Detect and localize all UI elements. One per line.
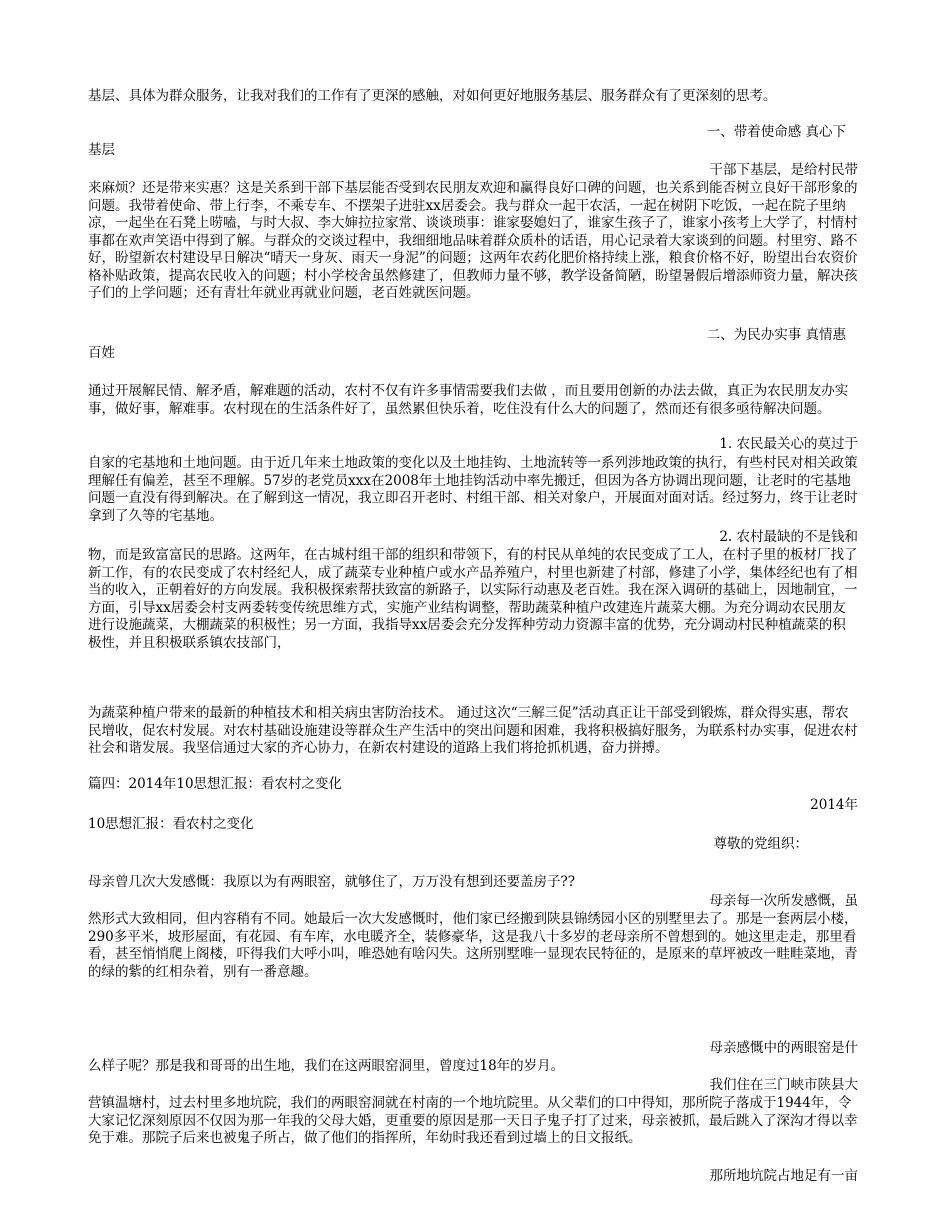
intro-paragraph: 基层、具体为群众服务，让我对我们的工作有了更深的感触，对如何更好地服务基层、服务群众有了更深刻的思考。 bbox=[88, 88, 777, 104]
mother-paragraph-two-lead: 母亲每一次所发感慨，虽 bbox=[709, 893, 858, 909]
village-paragraph-lead: 我们住在三门峡市陕县大 bbox=[709, 1077, 858, 1093]
item-two-lead: 2. 农村最缺的不是钱和 bbox=[719, 529, 858, 545]
mother-paragraph-one: 母亲曾几次大发感慨：我原以为有两眼窑，就够住了，万万没有想到还要盖房子?? bbox=[88, 874, 575, 890]
date-right: 2014年 bbox=[810, 797, 858, 813]
heading-one-left: 基层 bbox=[88, 142, 115, 158]
paragraph-one: 来麻烦？还是带来实惠？这是关系到干部下基层能否受到农民朋友欢迎和赢得良好口碑的问题，也关系到能否树立良好干部形象的问题。我带着使命、带上行李，不乘专车、不摆架子进驻xx居委会。我与群众一起干农活，一起在树阴下吃饭，一起在院子里纳凉，一起坐在石凳上唠嗑，与时大叔、李大婶拉拉家常、谈谈琐事：谁家娶媳妇了，谁家生孩子了，谁家小孩考上大学了，村情村事都在欢声笑语中得到了解。与群众的交谈过程中，我细细地品味着群众质朴的话语，用心记录着大家谈到的问题。村里穷、路不好，盼望新农村建设早日解决“晴天一身灰、雨天一身泥”的问题；这两年农药化肥价格持续上涨，粮食价格不好，盼望出台农资价格补贴政策，提高农民收入的问题；村小学校舍虽然修建了，但教师力量不够，教学设备简陋，盼望暑假后增添师资力量，解决孩子们的上学问题；还有青壮年就业再就业问题，老百姓就医问题。 bbox=[88, 180, 858, 301]
paragraph-two: 通过开展解民情、解矛盾，解难题的活动，农村不仅有许多事情需要我们去做 ，而且要用创新的办法去做，真正为农民朋友办实事，做好事，解难事。农村现在的生活条件好了，虽然累但快乐着，吃住没有什么大的问题了，然而还有很多亟待解决问题。 bbox=[88, 383, 849, 417]
date-left: 10思想汇报：看农村之变化 bbox=[88, 816, 254, 832]
last-paragraph-lead: 那所地坑院占地足有一亩 bbox=[709, 1168, 858, 1184]
heading-two-right: 二、为民办实事 真情惠 bbox=[706, 327, 846, 343]
paragraph-one-lead: 干部下基层，是给村民带 bbox=[709, 162, 858, 178]
mother-paragraph-three: 么样子呢？那是我和哥哥的出生地，我们在这两眼窑洞里，曾度过18年的岁月。 bbox=[88, 1058, 565, 1074]
salutation: 尊敬的党组织： bbox=[713, 836, 808, 852]
item-two: 物，而是致富富民的思路。这两年，在古城村组干部的组织和带领下，有的村民从单纯的农民变成了工人，在村子里的板材厂找了新工作，有的农民变成了农村经纪人，成了蔬菜专业种植户或水产品养殖户，村里也新建了村部，修建了小学，集体经纪也有了相当的收入，正朝着好的方向发展。我积极探索帮扶致富的新路子，以实际行动惠及老百姓。我在深入调研的基础上，因地制宜，一方面，引导xx居委会村支两委转变传统思维方式，实施产业结构调整，帮助蔬菜种植户改建连片蔬菜大棚。为充分调动农民朋友进行设施蔬菜，大棚蔬菜的积极性；另一方面，我指导xx居委会充分发挥种劳动力资源丰富的优势，充分调动村民种植蔬菜的积极性，并且积极联系镇农技部门， bbox=[88, 547, 858, 651]
mother-paragraph-two: 然形式大致相同，但内容稍有不同。她最后一次大发感慨时，他们家已经搬到陕县锦绣园小区的别墅里去了。那是一套两层小楼，290多平米，坡形屋面，有花园、有车库，水电暖齐全，装修豪华，这是我八十多岁的老母亲所不曾想到的。她这里走走，那里看看，甚至悄悄爬上阁楼，吓得我们大呼小叫，唯恐她有啥闪失。这所别墅唯一显现农民特征的，是原来的草坪被改一畦畦菜地，青的绿的紫的红相杂着，别有一番意趣。 bbox=[88, 911, 858, 980]
mother-paragraph-three-lead: 母亲感慨中的两眼窑是什 bbox=[709, 1040, 858, 1056]
heading-one-right: 一、带着使命感 真心下 bbox=[706, 124, 846, 140]
item-one: 自家的宅基地和土地问题。由于近几年来土地政策的变化以及土地挂钩、土地流转等一系列涉地政策的执行，有些村民对相关政策理解任有偏差，甚至不理解。57岁的老党员xxx在2008年土地挂钩活动中率先搬迁，但因为各方协调出现问题，让老时的宅基地问题一直没有得到解决。在了解到这一情况，我立即召开老时、村组干部、相关对象户，开展面对面对话。经过努力，终于让老时拿到了久等的宅基地。 bbox=[88, 455, 858, 524]
village-paragraph: 营镇温塘村，过去村里多地坑院，我们的两眼窑洞就在村南的一个地坑院里。从父辈们的口中得知，那所院子落成于1944年，令大家记忆深刻原因不仅因为那一年我的父母大婚，更重要的原因是那一天日子鬼子打了过来，母亲被抓，最后跳入了深沟才得以幸免于难。那院子后来也被鬼子所占，做了他们的指挥所，年幼时我还看到过墙上的日文报纸。 bbox=[88, 1095, 858, 1146]
item-one-lead: 1. 农民最关心的莫过于 bbox=[719, 436, 858, 452]
section-four-title: 篇四：2014年10思想汇报：看农村之变化 bbox=[88, 776, 343, 792]
paragraph-three: 为蔬菜种植户带来的最新的种植技术和相关病虫害防治技术。 通过这次“三解三促”活动真正让干部受到锻炼，群众得实惠，帮农民增收，促农村发展。对农村基础设施建设等群众生产生活中的突出问题和困难，我将积极搞好服务，为联系村办实事，促进农村社会和谐发展。我坚信通过大家的齐心协力，在新农村建设的道路上我们将抢抓机遇，奋力拼搏。 bbox=[88, 705, 858, 756]
heading-two-left: 百姓 bbox=[88, 345, 115, 361]
